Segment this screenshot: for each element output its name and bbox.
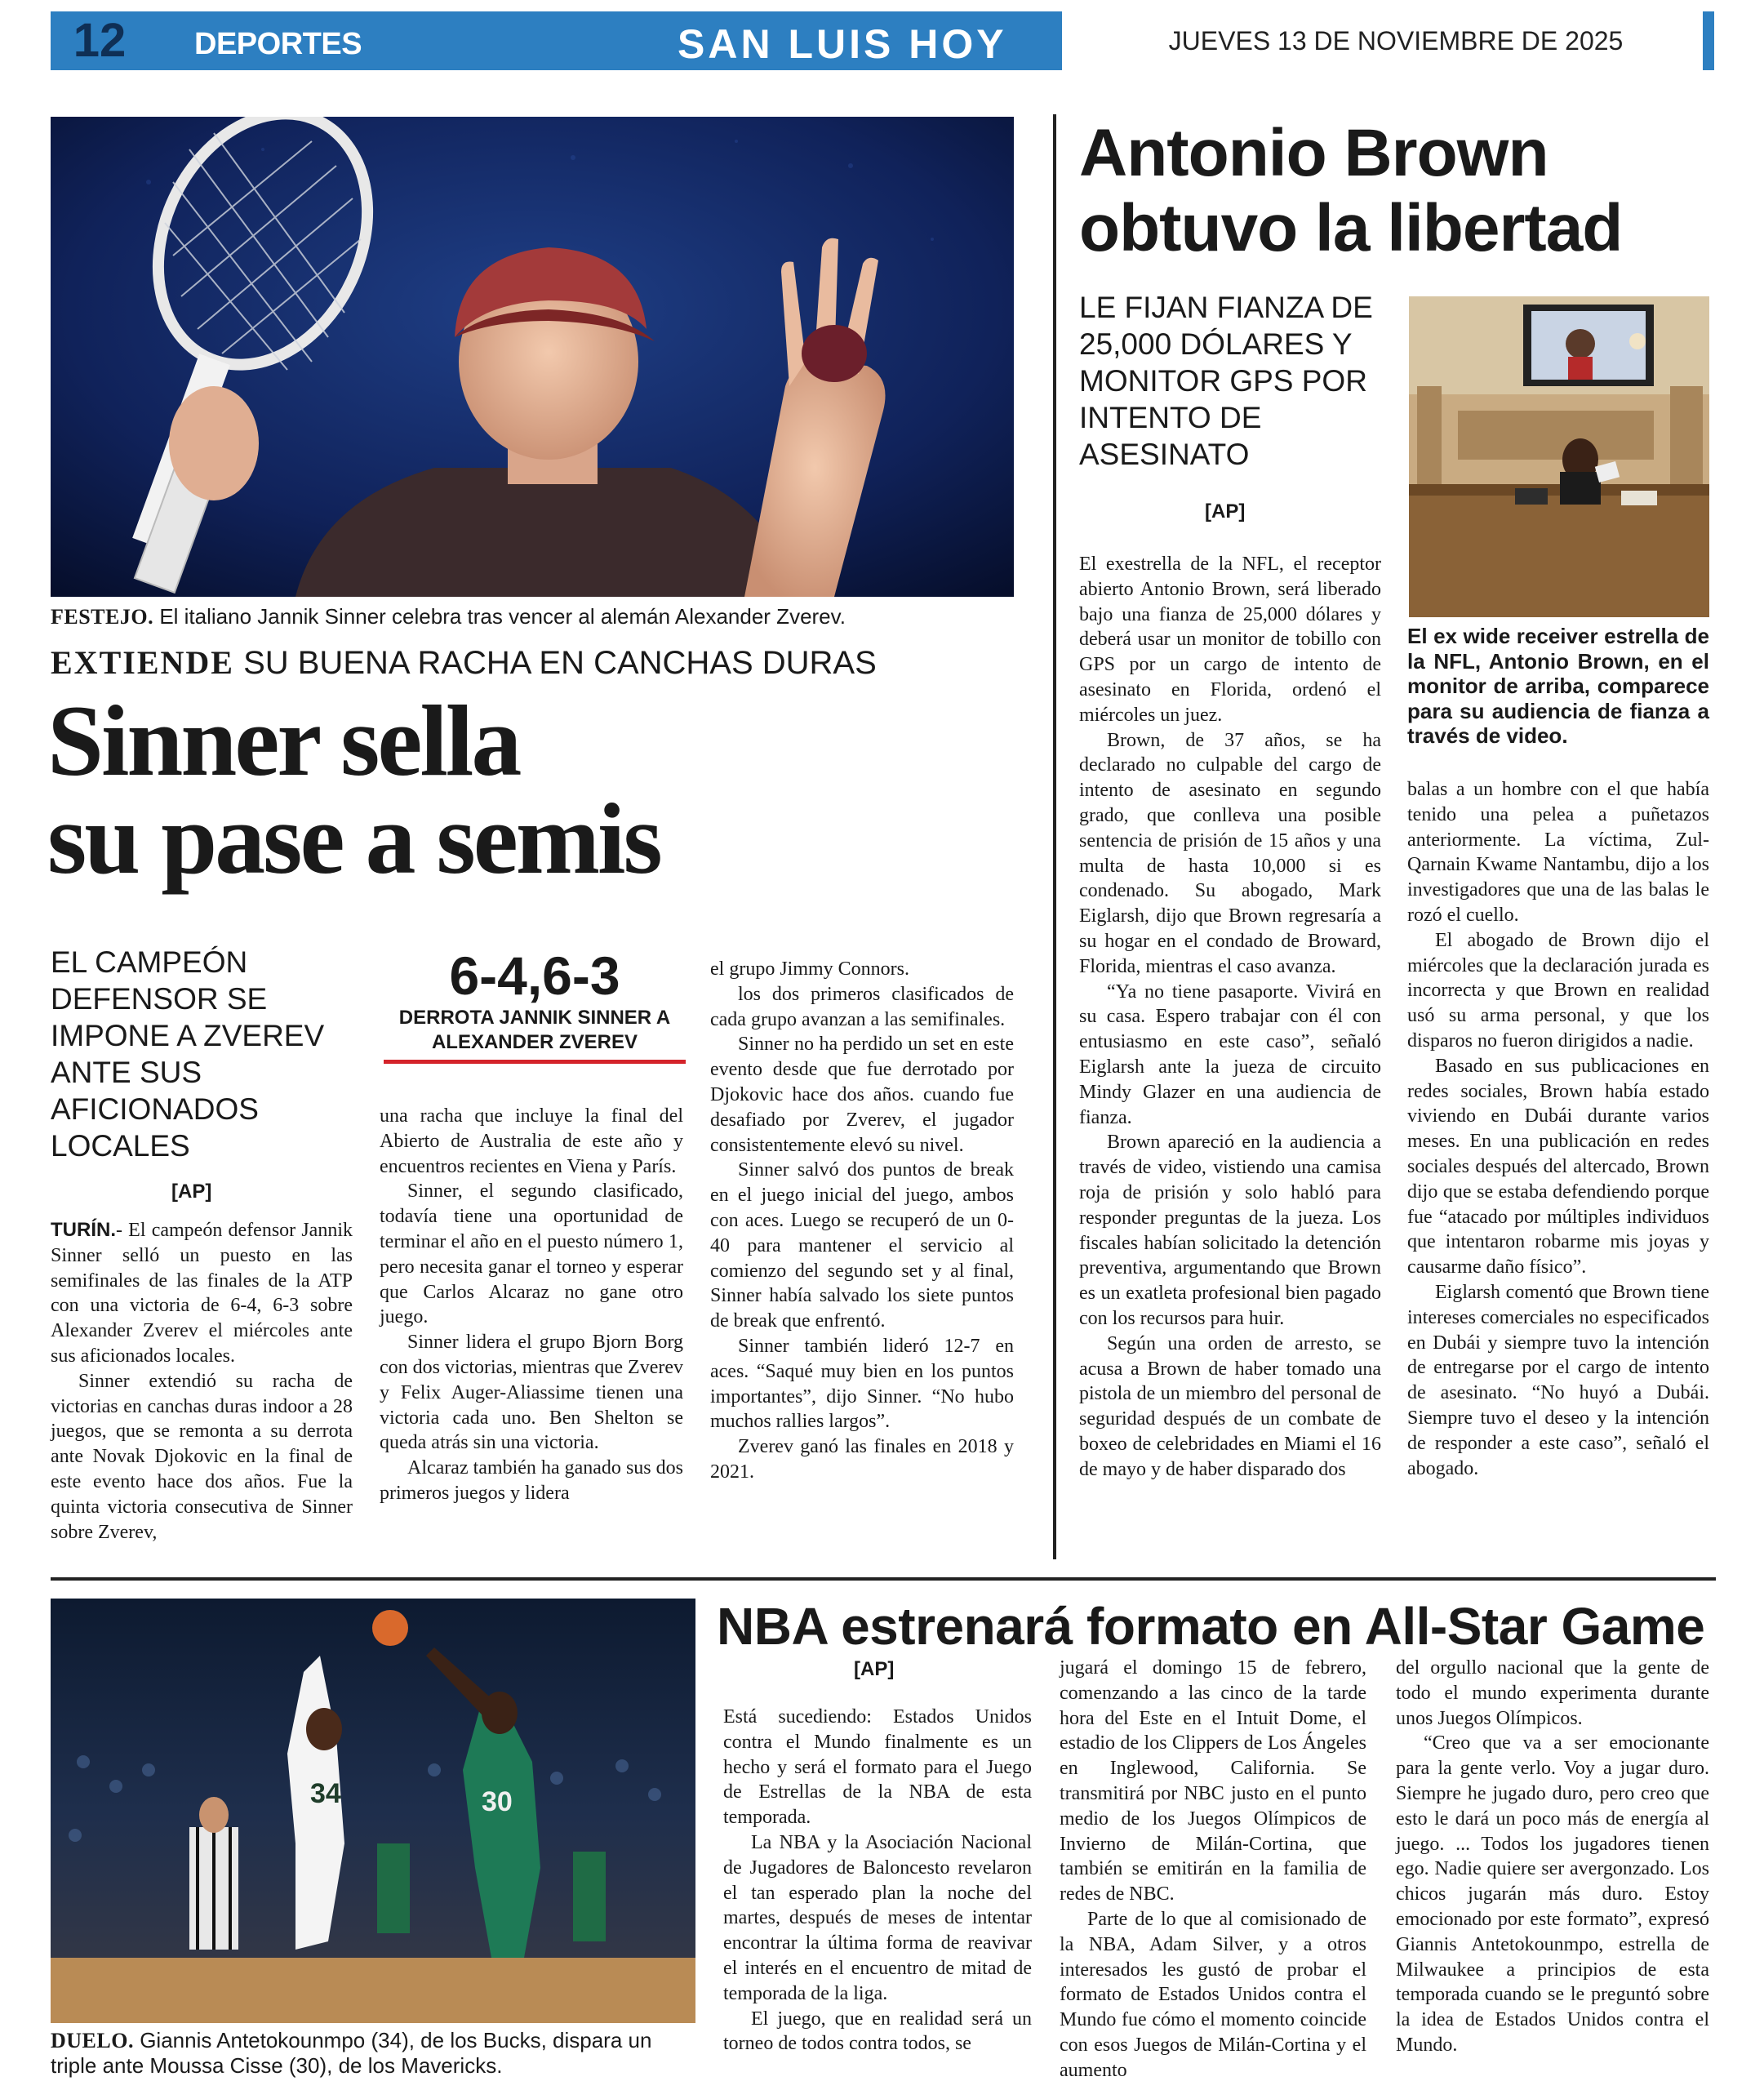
brown-subhead: LE FIJAN FIANZA DE 25,000 DÓLARES Y MONITOR GPS POR INTENTO DE ASESINATO (1079, 291, 1373, 471)
nba-paragraph: Está sucediendo: Estados Unidos contra el Mundo finalmente es un hecho y será el formato para el Juego de Estrellas de la NBA de esta temporada. (723, 1706, 1032, 1829)
nba-paragraph: La NBA y la Asociación Nacional de Jugadores de Baloncesto revelaron el tan esperado plan la noche del martes, después de meses de intentar encontrar la última forma de reavivar el interés en el encuentro de mitad de temporada de la liga. (723, 1831, 1032, 2004)
caption-lead: DUELO. (51, 2029, 134, 2052)
sinner-headline (47, 685, 1019, 895)
brown-paragraph: balas a un hombre con el que había tenido una pelea a puñetazos anteriormente. La víctima, Zul-Qarnain Kwame Nantambu, dijo a los investigadores que una de las balas le rozó el cuello. (1407, 779, 1709, 926)
issue-date: JUEVES 13 DE NOVIEMBRE DE 2025 (1168, 26, 1624, 56)
sinner-subhead: EL CAMPEÓN DEFENSOR SE IMPONE A ZVEREV ANTE SUS AFICIONADOS LOCALES (51, 945, 325, 1163)
sinner-column-2 (380, 1104, 683, 1506)
brown-headline: Antonio Brown obtuvo la libertad (1079, 116, 1623, 265)
sinner-photo-caption (51, 603, 1014, 631)
dateline: TURÍN. (51, 1219, 116, 1241)
sinner-paragraph: Sinner extendió su racha de victorias en canchas duras indoor a 28 juegos, que se remonta a su derrota ante Novak Djokovic en la final de este evento hace dos años. Fue la quinta victoria consecutiva de Sinner sobre Zverev, (51, 1370, 353, 1543)
sinner-paragraph: Sinner no ha perdido un set en este evento desde que fue derrotado por Djokovic hace dos años. cuando fue desafiado por Zverev, el jugador consistentemente elevó su nivel. (710, 1034, 1014, 1156)
paragraph-text: - El campeón defensor Jannik Sinner selló un puesto en las semifinales de las finales de la ATP con una victoria de 6-4, 6-3 sobre Alexander Zverev el miércoles ante sus aficionados locales. (51, 1220, 353, 1367)
sinner-paragraph: Sinner lidera el grupo Bjorn Borg con dos victorias, mientras que Zverev y Felix Auger-Aliassime tienen una victoria cada uno. Ben Shelton se queda atrás sin una victoria. (380, 1332, 683, 1454)
headline-line-2: su pase a semis (47, 783, 660, 895)
column-divider (1053, 114, 1056, 1559)
courtroom-photo (1409, 296, 1709, 617)
nba-column-3 (1396, 1656, 1709, 2058)
sinner-paragraph: Sinner, el segundo clasificado, todavía tiene una oportunidad de terminar el año en el puesto número 1, pero necesita ganar el torneo y esperar que Carlos Alcaraz no gane otro juego. (380, 1181, 683, 1328)
header-end-block (1703, 11, 1714, 70)
tennis-player-photo (51, 117, 1014, 597)
nba-photo-caption (51, 2028, 695, 2078)
sinner-paragraph: Sinner también lideró 12-7 en aces. “Saqué muy bien en los puntos importantes”, dijo Sinner. “No hubo muchos rallies largos”. (710, 1335, 1014, 1433)
score-accent-rule (384, 1060, 686, 1064)
sinner-column-1 (51, 1218, 353, 1545)
sinner-column-3 (710, 957, 1014, 1485)
kicker-lead: EXTIENDE (51, 644, 234, 681)
brown-paragraph: Según una orden de arresto, se acusa a Brown de haber tomado una pistola de un miembro del personal de seguridad después de un combate de boxeo de celebridades en Miami el 16 de mayo y de haber disparado dos (1079, 1332, 1381, 1480)
section-name: DEPORTES (194, 27, 362, 61)
svg-text:34: 34 (310, 1778, 341, 1809)
caption-text: El italiano Jannik Sinner celebra tras vencer al alemán Alexander Zverev. (153, 604, 846, 629)
nba-wire-credit: [AP] (854, 1658, 895, 1680)
nba-paragraph: “Creo que va a ser emocionante para la gente verlo. Voy a jugar duro. Siempre he jugado duro, pero creo que esto le dará un poco más de energía al juego. ... Todos los jugadores tienen ego. Nadie quiere ser avergonzado. Los chicos jugarán más duro. Estoy emocionado por este formato”, expresó Giannis Antetokounmpo, estrella de Milwaukee a principios de esta temporada cuando se le preguntó sobre la idea de Estados Unidos contra el Mundo. (1396, 1732, 1709, 2056)
nba-paragraph: jugará el domingo 15 de febrero, comenzando a las cinco de la tarde hora del Este en el Intuit Dome, el estadio de los Clippers de Los Ángeles en Inglewood, California. Se transmitirá por NBC justo en el punto medio de los Juegos Olímpicos de Invierno de Milán-Cortina, que también se emitirán en la familia de redes de NBC. (1060, 1657, 1366, 1905)
brown-photo-caption: El ex wide receiver estrella de la NFL, Antonio Brown, en el monitor de arriba, comparece para su audiencia de fianza a través de video. (1407, 624, 1709, 748)
newspaper-brand: SAN LUIS HOY (678, 21, 1007, 67)
brown-paragraph: Brown apareció en la audiencia a través de video, vistiendo una camisa roja de prisión y solo habló para responder preguntas de la jueza. Los fiscales habían solicitado la detención preventiva, argumentando que Brown es un exatleta profesional bien pagado con los recursos para huir. (1079, 1132, 1381, 1329)
caption-text: Giannis Antetokounmpo (34), de los Bucks, dispara un triple ante Moussa Cisse (30), de los Mavericks. (51, 2028, 652, 2078)
match-score: 6-4,6-3 (449, 945, 620, 1006)
brown-paragraph: El exestrella de la NFL, el receptor abierto Antonio Brown, será liberado bajo una fianza de 25,000 dólares y deberá usar un monitor de tobillo con GPS por un cargo de intento de asesinato en Florida, ordenó el miércoles un juez. (1079, 554, 1381, 726)
nba-column-1 (723, 1705, 1032, 2057)
sinner-paragraph (51, 1218, 353, 1369)
basketball-game-photo (51, 1599, 695, 2023)
brown-column-2 (1407, 777, 1709, 1481)
brown-paragraph: El abogado de Brown dijo el miércoles que la declaración jurada es incorrecta y que Brown en realidad usó su arma personal, y que los disparos no fueron dirigidos a nadie. (1407, 929, 1709, 1052)
nba-paragraph: Parte de lo que al comisionado de la NBA, Adam Silver, y a otros interesados les gustó de probar el formato de Estados Unidos contra el Mundo fue cómo el momento coincide con esos Juegos de Milán-Cortina y el aumento (1060, 1908, 1366, 2081)
sinner-paragraph: Zverev ganó las finales en 2018 y 2021. (710, 1436, 1014, 1483)
page-number: 12 (73, 14, 127, 67)
brown-paragraph: Brown, de 37 años, se ha declarado no culpable del cargo de intento de asesinato en segundo grado, que conlleva una posible sentencia de prisión de 15 años y una multa de hasta 10,000 si es condenado. Su abogado, Mark Eiglarsh, dijo que Brown regresaría a su hogar en el condado de Broward, Florida, mientras el caso avanza. (1079, 729, 1381, 977)
svg-text:30: 30 (482, 1786, 513, 1817)
match-score-label: DERROTA JANNIK SINNER A ALEXANDER ZVEREV (398, 1007, 671, 1053)
nba-column-2 (1060, 1656, 1366, 2083)
section-rule (51, 1577, 1716, 1581)
nba-paragraph: El juego, que en realidad será un torneo de todos contra todos, se (723, 2008, 1032, 2055)
sinner-paragraph: Sinner salvó dos puntos de break en el juego inicial del juego, ambos con aces. Luego se recuperó de un 0-40 para mantener el servicio al comienzo del segundo set y al final, Sinner había salvado los siete puntos de break que enfrentó. (710, 1159, 1014, 1332)
brown-paragraph: “Ya no tiene pasaporte. Vivirá en su casa. Espero trabajar con él con entusiasmo en este caso”, señaló Eiglarsh ante la jueza de circuito Mindy Glazer en una audiencia de fianza. (1079, 981, 1381, 1128)
kicker-text: SU BUENA RACHA EN CANCHAS DURAS (233, 645, 877, 681)
nba-paragraph: del orgullo nacional que la gente de todo el mundo experimenta durante unos Juegos Olímpicos. (1396, 1657, 1709, 1729)
caption-lead: FESTEJO. (51, 605, 154, 629)
sinner-kicker (51, 642, 1014, 684)
sinner-paragraph: los dos primeros clasificados de cada grupo avanzan a las semifinales. (710, 983, 1014, 1030)
header-divider (1058, 11, 1062, 70)
nba-headline: NBA estrenará formato en All-Star Game (717, 1597, 1705, 1656)
headline-line-1: Sinner sella (47, 685, 520, 797)
brown-paragraph: Basado en sus publicaciones en redes sociales, Brown había estado viviendo en Dubái durante varios meses. En una publicación en redes sociales después del altercado, Brown dijo que se estaba defendiendo porque fue “atacado por múltiples individuos que intentaron robarme mis joyas y causarme daño físico”. (1407, 1055, 1709, 1278)
sinner-paragraph: una racha que incluye la final del Abierto de Australia de este año y encuentros recientes en Viena y París. (380, 1105, 683, 1177)
brown-paragraph: Eiglarsh comentó que Brown tiene intereses comerciales no especificados en Dubái y siempre tuvo la intención de entregarse por el cargo de intento de asesinato. “No huyó a Dubái. Siempre tuvo el deseo y la intención de responder a este caso”, señaló el abogado. (1407, 1281, 1709, 1479)
sinner-paragraph: Alcaraz también ha ganado sus dos primeros juegos y lidera (380, 1457, 683, 1504)
brown-wire-credit: [AP] (1205, 500, 1246, 522)
sinner-wire-credit: [AP] (171, 1181, 212, 1203)
brown-column-1 (1079, 552, 1381, 1482)
sinner-paragraph: el grupo Jimmy Connors. (710, 958, 909, 980)
